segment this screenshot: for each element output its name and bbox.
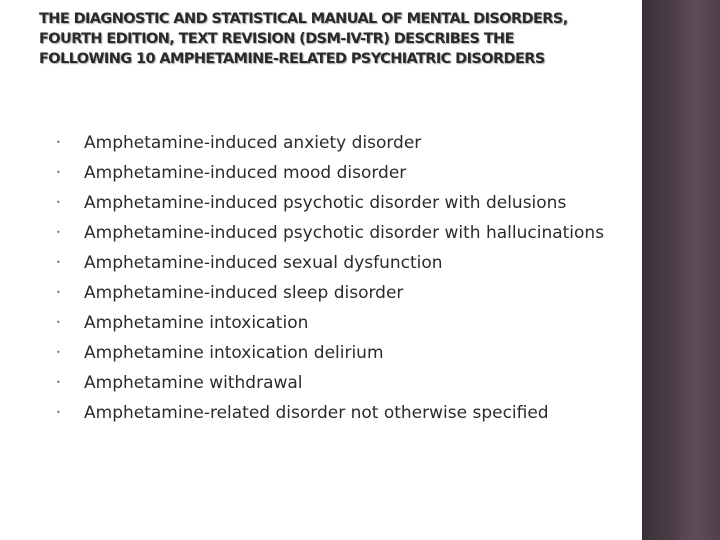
bullet-icon: • [56,258,61,267]
bullet-icon: • [56,318,61,327]
bullet-text: Amphetamine intoxication delirium [84,343,384,363]
bullet-text: Amphetamine withdrawal [84,373,303,393]
bullet-text: Amphetamine-induced psychotic disorder with hallucinations [84,223,605,243]
slide-title: THE DIAGNOSTIC AND STATISTICAL MANUAL OF MENTAL DISORDERS, FOURTH EDITION, TEXT REVISION (DSM-IV-TR) DESCRIBES THE FOLLOWING 10 AMPHETAMINE-RELATED PSYCHIATRIC DISORDERS [39,11,568,67]
list-item [56,158,604,188]
list-item [56,278,604,308]
list-item [56,248,604,278]
bullet-list [56,128,604,428]
bullet-icon: • [56,408,61,417]
list-item [56,218,604,248]
bullet-text: Amphetamine-induced mood disorder [84,163,407,183]
bullet-icon: • [56,138,61,147]
decorative-sidebar [642,0,720,540]
list-item [56,338,604,368]
list-item [56,308,604,338]
list-item [56,398,604,428]
bullet-icon: • [56,168,61,177]
list-item [56,128,604,158]
bullet-text: Amphetamine intoxication [84,313,309,333]
bullet-text: Amphetamine-induced sexual dysfunction [84,253,443,273]
bullet-text: Amphetamine-induced psychotic disorder with delusions [84,193,567,213]
bullet-icon: • [56,288,61,297]
bullet-text: Amphetamine-induced anxiety disorder [84,133,422,153]
bullet-icon: • [56,228,61,237]
bullet-icon: • [56,378,61,387]
bullet-icon: • [56,348,61,357]
list-item [56,188,604,218]
bullet-text: Amphetamine-induced sleep disorder [84,283,404,303]
list-item [56,368,604,398]
bullet-icon: • [56,198,61,207]
bullet-text: Amphetamine-related disorder not otherwise specified [84,403,549,423]
